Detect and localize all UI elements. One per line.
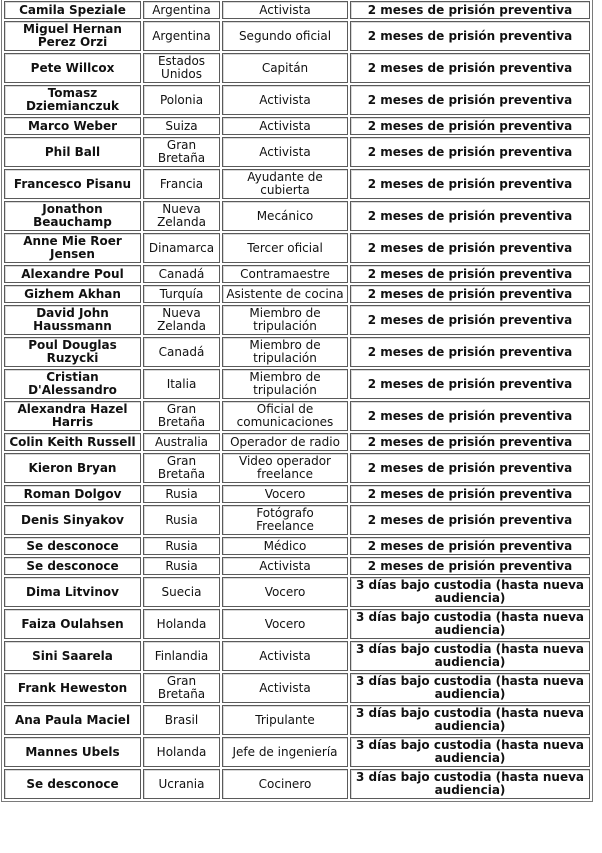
- status-cell: 2 meses de prisión preventiva: [350, 401, 590, 431]
- detainee-name-cell: Alexandre Poul: [4, 265, 141, 283]
- status-cell: 2 meses de prisión preventiva: [350, 557, 590, 575]
- status-cell: 2 meses de prisión preventiva: [350, 337, 590, 367]
- detainee-name-cell: Poul Douglas Ruzycki: [4, 337, 141, 367]
- country-cell: Holanda: [143, 737, 220, 767]
- status-cell: 2 meses de prisión preventiva: [350, 233, 590, 263]
- table-row: [4, 641, 590, 671]
- role-cell: Vocero: [222, 485, 348, 503]
- table-row: [4, 609, 590, 639]
- country-cell: Ucrania: [143, 769, 220, 799]
- table-row: [4, 21, 590, 51]
- country-cell: Argentina: [143, 21, 220, 51]
- detainee-name-cell: Roman Dolgov: [4, 485, 141, 503]
- status-cell: 2 meses de prisión preventiva: [350, 117, 590, 135]
- table-row: [4, 369, 590, 399]
- role-cell: Tercer oficial: [222, 233, 348, 263]
- table-row: [4, 265, 590, 283]
- country-cell: Rusia: [143, 557, 220, 575]
- role-cell: Activista: [222, 117, 348, 135]
- status-cell: 2 meses de prisión preventiva: [350, 369, 590, 399]
- role-cell: Vocero: [222, 577, 348, 607]
- detainee-name-cell: Marco Weber: [4, 117, 141, 135]
- detainee-name-cell: Jonathon Beauchamp: [4, 201, 141, 231]
- country-cell: Francia: [143, 169, 220, 199]
- status-cell: 2 meses de prisión preventiva: [350, 537, 590, 555]
- country-cell: Estados Unidos: [143, 53, 220, 83]
- table-row: [4, 537, 590, 555]
- country-cell: Gran Bretaña: [143, 137, 220, 167]
- status-cell: 3 días bajo custodia (hasta nueva audiencia): [350, 609, 590, 639]
- status-cell: 2 meses de prisión preventiva: [350, 265, 590, 283]
- country-cell: Rusia: [143, 505, 220, 535]
- role-cell: Vocero: [222, 609, 348, 639]
- table-row: [4, 401, 590, 431]
- country-cell: Nueva Zelanda: [143, 201, 220, 231]
- status-cell: 2 meses de prisión preventiva: [350, 285, 590, 303]
- detainee-name-cell: Pete Willcox: [4, 53, 141, 83]
- detainee-name-cell: Cristian D'Alessandro: [4, 369, 141, 399]
- status-cell: 2 meses de prisión preventiva: [350, 305, 590, 335]
- role-cell: Ayudante de cubierta: [222, 169, 348, 199]
- country-cell: Turquía: [143, 285, 220, 303]
- status-cell: 3 días bajo custodia (hasta nueva audiencia): [350, 641, 590, 671]
- table-row: [4, 169, 590, 199]
- role-cell: Miembro de tripulación: [222, 369, 348, 399]
- table-row: [4, 117, 590, 135]
- detainee-name-cell: Anne Mie Roer Jensen: [4, 233, 141, 263]
- country-cell: Brasil: [143, 705, 220, 735]
- role-cell: Médico: [222, 537, 348, 555]
- role-cell: Cocinero: [222, 769, 348, 799]
- detainee-name-cell: Faiza Oulahsen: [4, 609, 141, 639]
- country-cell: Gran Bretaña: [143, 673, 220, 703]
- table-row: [4, 1, 590, 19]
- role-cell: Contramaestre: [222, 265, 348, 283]
- status-cell: 3 días bajo custodia (hasta nueva audiencia): [350, 737, 590, 767]
- country-cell: Dinamarca: [143, 233, 220, 263]
- detainee-name-cell: Miguel Hernan Perez Orzi: [4, 21, 141, 51]
- table-row: [4, 505, 590, 535]
- role-cell: Activista: [222, 557, 348, 575]
- table-row: [4, 737, 590, 767]
- status-cell: 2 meses de prisión preventiva: [350, 53, 590, 83]
- country-cell: Nueva Zelanda: [143, 305, 220, 335]
- table-row: [4, 85, 590, 115]
- country-cell: Canadá: [143, 337, 220, 367]
- detainee-name-cell: Se desconoce: [4, 769, 141, 799]
- table-row: [4, 577, 590, 607]
- country-cell: Italia: [143, 369, 220, 399]
- status-cell: 3 días bajo custodia (hasta nueva audiencia): [350, 769, 590, 799]
- role-cell: Video operador freelance: [222, 453, 348, 483]
- detainee-name-cell: Camila Speziale: [4, 1, 141, 19]
- role-cell: Activista: [222, 673, 348, 703]
- role-cell: Activista: [222, 641, 348, 671]
- country-cell: Suecia: [143, 577, 220, 607]
- detainee-name-cell: Frank Heweston: [4, 673, 141, 703]
- detainee-name-cell: Mannes Ubels: [4, 737, 141, 767]
- detainee-name-cell: Se desconoce: [4, 557, 141, 575]
- table-row: [4, 233, 590, 263]
- role-cell: Miembro de tripulación: [222, 305, 348, 335]
- role-cell: Tripulante: [222, 705, 348, 735]
- status-cell: 2 meses de prisión preventiva: [350, 1, 590, 19]
- table-row: [4, 769, 590, 799]
- table-row: [4, 285, 590, 303]
- role-cell: Oficial de comunicaciones: [222, 401, 348, 431]
- status-cell: 3 días bajo custodia (hasta nueva audiencia): [350, 673, 590, 703]
- detainees-table-body: [4, 1, 590, 799]
- role-cell: Operador de radio: [222, 433, 348, 451]
- detainee-name-cell: Tomasz Dziemianczuk: [4, 85, 141, 115]
- country-cell: Holanda: [143, 609, 220, 639]
- role-cell: Asistente de cocina: [222, 285, 348, 303]
- status-cell: 2 meses de prisión preventiva: [350, 201, 590, 231]
- country-cell: Finlandia: [143, 641, 220, 671]
- role-cell: Jefe de ingeniería: [222, 737, 348, 767]
- detainee-name-cell: David John Haussmann: [4, 305, 141, 335]
- status-cell: 2 meses de prisión preventiva: [350, 485, 590, 503]
- status-cell: 2 meses de prisión preventiva: [350, 505, 590, 535]
- country-cell: Argentina: [143, 1, 220, 19]
- table-row: [4, 53, 590, 83]
- detainee-name-cell: Francesco Pisanu: [4, 169, 141, 199]
- role-cell: Segundo oficial: [222, 21, 348, 51]
- role-cell: Mecánico: [222, 201, 348, 231]
- detainee-name-cell: Ana Paula Maciel: [4, 705, 141, 735]
- status-cell: 3 días bajo custodia (hasta nueva audiencia): [350, 705, 590, 735]
- country-cell: Rusia: [143, 537, 220, 555]
- status-cell: 2 meses de prisión preventiva: [350, 85, 590, 115]
- country-cell: Gran Bretaña: [143, 453, 220, 483]
- country-cell: Canadá: [143, 265, 220, 283]
- status-cell: 2 meses de prisión preventiva: [350, 21, 590, 51]
- status-cell: 2 meses de prisión preventiva: [350, 169, 590, 199]
- table-row: [4, 337, 590, 367]
- country-cell: Polonia: [143, 85, 220, 115]
- status-cell: 3 días bajo custodia (hasta nueva audiencia): [350, 577, 590, 607]
- country-cell: Gran Bretaña: [143, 401, 220, 431]
- country-cell: Australia: [143, 433, 220, 451]
- role-cell: Activista: [222, 1, 348, 19]
- detainee-name-cell: Gizhem Akhan: [4, 285, 141, 303]
- table-row: [4, 201, 590, 231]
- status-cell: 2 meses de prisión preventiva: [350, 433, 590, 451]
- table-row: [4, 673, 590, 703]
- status-cell: 2 meses de prisión preventiva: [350, 137, 590, 167]
- table-row: [4, 453, 590, 483]
- detainee-name-cell: Dima Litvinov: [4, 577, 141, 607]
- country-cell: Suiza: [143, 117, 220, 135]
- detainee-name-cell: Colin Keith Russell: [4, 433, 141, 451]
- table-row: [4, 433, 590, 451]
- detainee-name-cell: Kieron Bryan: [4, 453, 141, 483]
- role-cell: Fotógrafo Freelance: [222, 505, 348, 535]
- role-cell: Activista: [222, 137, 348, 167]
- detainee-name-cell: Phil Ball: [4, 137, 141, 167]
- role-cell: Activista: [222, 85, 348, 115]
- detainee-name-cell: Se desconoce: [4, 537, 141, 555]
- detainees-table: [1, 0, 593, 802]
- table-row: [4, 137, 590, 167]
- role-cell: Miembro de tripulación: [222, 337, 348, 367]
- role-cell: Capitán: [222, 53, 348, 83]
- country-cell: Rusia: [143, 485, 220, 503]
- table-row: [4, 557, 590, 575]
- detainee-name-cell: Sini Saarela: [4, 641, 141, 671]
- table-row: [4, 485, 590, 503]
- status-cell: 2 meses de prisión preventiva: [350, 453, 590, 483]
- detainee-name-cell: Alexandra Hazel Harris: [4, 401, 141, 431]
- table-row: [4, 305, 590, 335]
- detainee-name-cell: Denis Sinyakov: [4, 505, 141, 535]
- table-row: [4, 705, 590, 735]
